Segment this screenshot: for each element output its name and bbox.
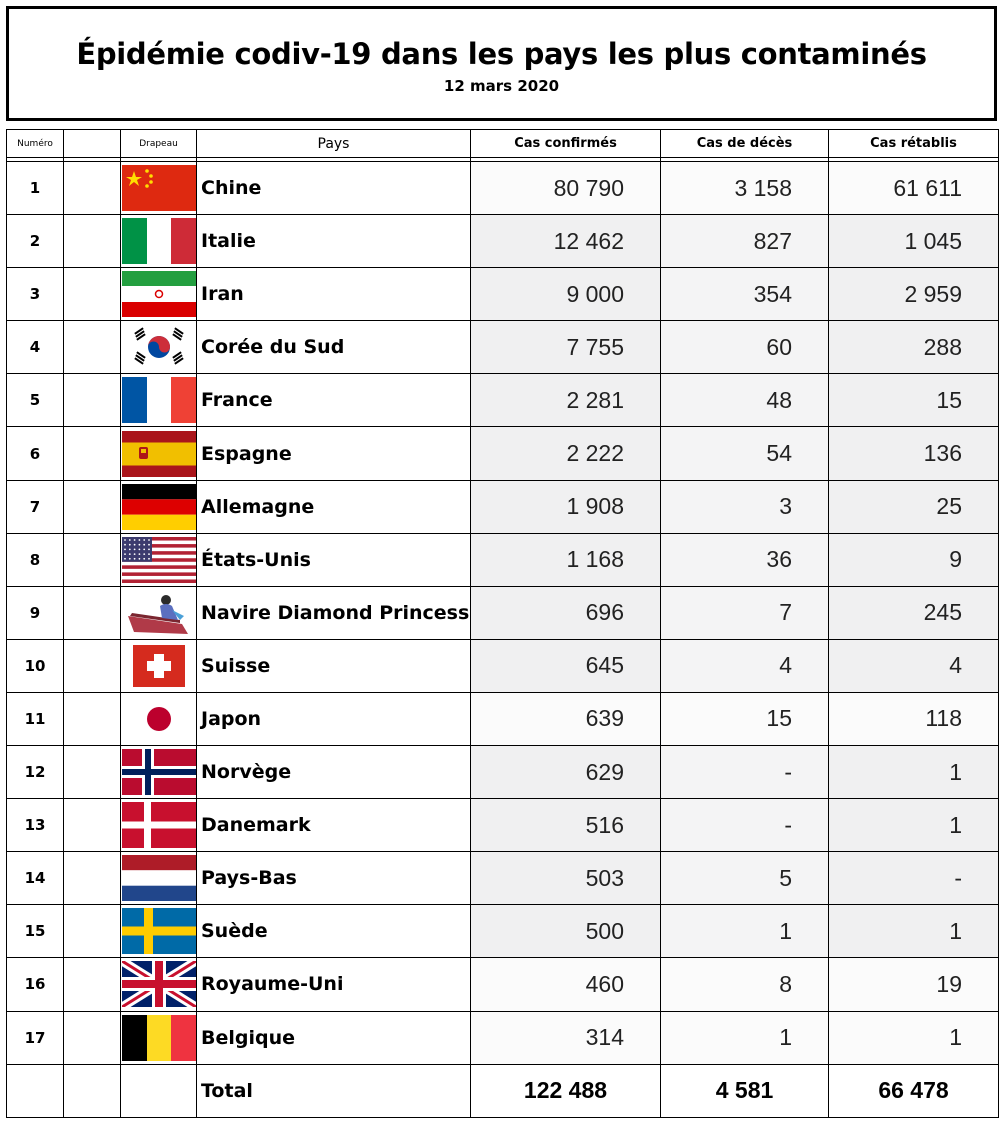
death-cases: 54 (661, 427, 829, 480)
recovered-cases: 4 (829, 639, 999, 692)
confirmed-cases: 639 (471, 692, 661, 745)
country-name: Royaume-Uni (197, 958, 471, 1011)
iran-flag-icon (122, 271, 196, 317)
recovered-cases: - (829, 852, 999, 905)
header-pays: Pays (197, 130, 471, 158)
row-empty-cell (64, 692, 121, 745)
recovered-cases: 245 (829, 586, 999, 639)
table-row (7, 268, 999, 321)
flag-cell (121, 639, 197, 692)
flag-cell (121, 799, 197, 852)
confirmed-cases: 629 (471, 746, 661, 799)
death-cases: 8 (661, 958, 829, 1011)
france-flag-icon (122, 377, 196, 423)
confirmed-cases: 645 (471, 639, 661, 692)
table-row (7, 692, 999, 745)
confirmed-cases: 2 222 (471, 427, 661, 480)
recovered-cases: 2 959 (829, 268, 999, 321)
row-empty-cell (64, 321, 121, 374)
cases-table (6, 129, 999, 1118)
norway-flag-icon (122, 749, 196, 795)
recovered-cases: 136 (829, 427, 999, 480)
death-cases: - (661, 746, 829, 799)
table-row (7, 852, 999, 905)
flag-cell (121, 480, 197, 533)
country-name: Chine (197, 162, 471, 215)
row-number: 1 (7, 162, 64, 215)
total-recovered: 66 478 (829, 1064, 999, 1117)
row-empty-cell (64, 162, 121, 215)
confirmed-cases: 696 (471, 586, 661, 639)
page-title: Épidémie codiv-19 dans les pays les plus contaminés (76, 37, 927, 71)
header-confirmes: Cas confirmés (471, 130, 661, 158)
flag-cell (121, 374, 197, 427)
recovered-cases: 15 (829, 374, 999, 427)
death-cases: 7 (661, 586, 829, 639)
total-confirmed: 122 488 (471, 1064, 661, 1117)
row-empty-cell (64, 215, 121, 268)
total-empty-cell (121, 1064, 197, 1117)
table-row (7, 1011, 999, 1064)
flag-cell (121, 215, 197, 268)
country-name: Italie (197, 215, 471, 268)
flag-cell (121, 268, 197, 321)
flag-cell (121, 746, 197, 799)
country-name: Belgique (197, 1011, 471, 1064)
table-row (7, 586, 999, 639)
flag-cell (121, 162, 197, 215)
row-empty-cell (64, 799, 121, 852)
death-cases: 4 (661, 639, 829, 692)
table-row (7, 958, 999, 1011)
row-empty-cell (64, 852, 121, 905)
header-drapeau: Drapeau (121, 130, 197, 158)
row-number: 17 (7, 1011, 64, 1064)
denmark-flag-icon (122, 802, 196, 848)
total-empty-cell (64, 1064, 121, 1117)
confirmed-cases: 7 755 (471, 321, 661, 374)
death-cases: 1 (661, 1011, 829, 1064)
row-empty-cell (64, 746, 121, 799)
recovered-cases: 1 (829, 1011, 999, 1064)
row-empty-cell (64, 533, 121, 586)
recovered-cases: 9 (829, 533, 999, 586)
total-row (7, 1064, 999, 1117)
confirmed-cases: 503 (471, 852, 661, 905)
table-row (7, 746, 999, 799)
country-name: France (197, 374, 471, 427)
country-name: Pays-Bas (197, 852, 471, 905)
death-cases: 354 (661, 268, 829, 321)
table-row (7, 905, 999, 958)
row-number: 15 (7, 905, 64, 958)
death-cases: - (661, 799, 829, 852)
row-empty-cell (64, 958, 121, 1011)
flag-cell (121, 586, 197, 639)
country-name: Espagne (197, 427, 471, 480)
south-korea-flag-icon (122, 324, 196, 370)
germany-flag-icon (122, 484, 196, 530)
belgium-flag-icon (122, 1015, 196, 1061)
page-date: 12 mars 2020 (443, 77, 560, 95)
row-number: 7 (7, 480, 64, 533)
flag-cell (121, 1011, 197, 1064)
row-number: 5 (7, 374, 64, 427)
country-name: Allemagne (197, 480, 471, 533)
flag-cell (121, 958, 197, 1011)
flag-cell (121, 321, 197, 374)
confirmed-cases: 516 (471, 799, 661, 852)
row-number: 4 (7, 321, 64, 374)
confirmed-cases: 12 462 (471, 215, 661, 268)
japan-flag-icon (122, 696, 196, 742)
country-name: Danemark (197, 799, 471, 852)
row-empty-cell (64, 905, 121, 958)
death-cases: 827 (661, 215, 829, 268)
death-cases: 1 (661, 905, 829, 958)
total-empty-cell (7, 1064, 64, 1117)
recovered-cases: 1 (829, 905, 999, 958)
country-name: Corée du Sud (197, 321, 471, 374)
flag-cell (121, 905, 197, 958)
row-empty-cell (64, 639, 121, 692)
row-number: 13 (7, 799, 64, 852)
cruise-ship-icon (122, 590, 196, 636)
row-number: 2 (7, 215, 64, 268)
table-row (7, 162, 999, 215)
spain-flag-icon (122, 431, 196, 477)
country-name: Navire Diamond Princess (197, 586, 471, 639)
death-cases: 15 (661, 692, 829, 745)
flag-cell (121, 852, 197, 905)
country-name: Japon (197, 692, 471, 745)
confirmed-cases: 460 (471, 958, 661, 1011)
row-number: 12 (7, 746, 64, 799)
row-empty-cell (64, 1011, 121, 1064)
death-cases: 3 (661, 480, 829, 533)
flag-cell (121, 533, 197, 586)
confirmed-cases: 80 790 (471, 162, 661, 215)
death-cases: 48 (661, 374, 829, 427)
confirmed-cases: 1 168 (471, 533, 661, 586)
table-row (7, 321, 999, 374)
row-number: 16 (7, 958, 64, 1011)
country-name: Iran (197, 268, 471, 321)
death-cases: 5 (661, 852, 829, 905)
recovered-cases: 1 (829, 799, 999, 852)
header-row (7, 130, 999, 158)
table-row (7, 374, 999, 427)
confirmed-cases: 2 281 (471, 374, 661, 427)
row-empty-cell (64, 374, 121, 427)
row-empty-cell (64, 268, 121, 321)
row-number: 9 (7, 586, 64, 639)
recovered-cases: 1 (829, 746, 999, 799)
header-retablis: Cas rétablis (829, 130, 999, 158)
title-box (6, 6, 997, 121)
italy-flag-icon (122, 218, 196, 264)
flag-cell (121, 427, 197, 480)
death-cases: 60 (661, 321, 829, 374)
row-empty-cell (64, 480, 121, 533)
confirmed-cases: 9 000 (471, 268, 661, 321)
header-deces: Cas de décès (661, 130, 829, 158)
country-name: États-Unis (197, 533, 471, 586)
header-empty (64, 130, 121, 158)
row-empty-cell (64, 427, 121, 480)
row-number: 11 (7, 692, 64, 745)
row-number: 6 (7, 427, 64, 480)
death-cases: 3 158 (661, 162, 829, 215)
table-row (7, 533, 999, 586)
table-row (7, 799, 999, 852)
country-name: Norvège (197, 746, 471, 799)
table-row (7, 639, 999, 692)
table-row (7, 427, 999, 480)
row-number: 14 (7, 852, 64, 905)
recovered-cases: 61 611 (829, 162, 999, 215)
row-number: 8 (7, 533, 64, 586)
country-name: Suisse (197, 639, 471, 692)
flag-cell (121, 692, 197, 745)
recovered-cases: 25 (829, 480, 999, 533)
confirmed-cases: 314 (471, 1011, 661, 1064)
country-name: Suède (197, 905, 471, 958)
china-flag-icon (122, 165, 196, 211)
switzerland-flag-icon (122, 643, 196, 689)
usa-flag-icon (122, 537, 196, 583)
total-label: Total (197, 1064, 471, 1117)
death-cases: 36 (661, 533, 829, 586)
sweden-flag-icon (122, 908, 196, 954)
netherlands-flag-icon (122, 855, 196, 901)
recovered-cases: 118 (829, 692, 999, 745)
row-number: 10 (7, 639, 64, 692)
uk-flag-icon (122, 961, 196, 1007)
row-empty-cell (64, 586, 121, 639)
row-number: 3 (7, 268, 64, 321)
recovered-cases: 288 (829, 321, 999, 374)
recovered-cases: 1 045 (829, 215, 999, 268)
header-numero: Numéro (7, 130, 64, 158)
table-row (7, 480, 999, 533)
confirmed-cases: 500 (471, 905, 661, 958)
recovered-cases: 19 (829, 958, 999, 1011)
confirmed-cases: 1 908 (471, 480, 661, 533)
total-deaths: 4 581 (661, 1064, 829, 1117)
table-row (7, 215, 999, 268)
